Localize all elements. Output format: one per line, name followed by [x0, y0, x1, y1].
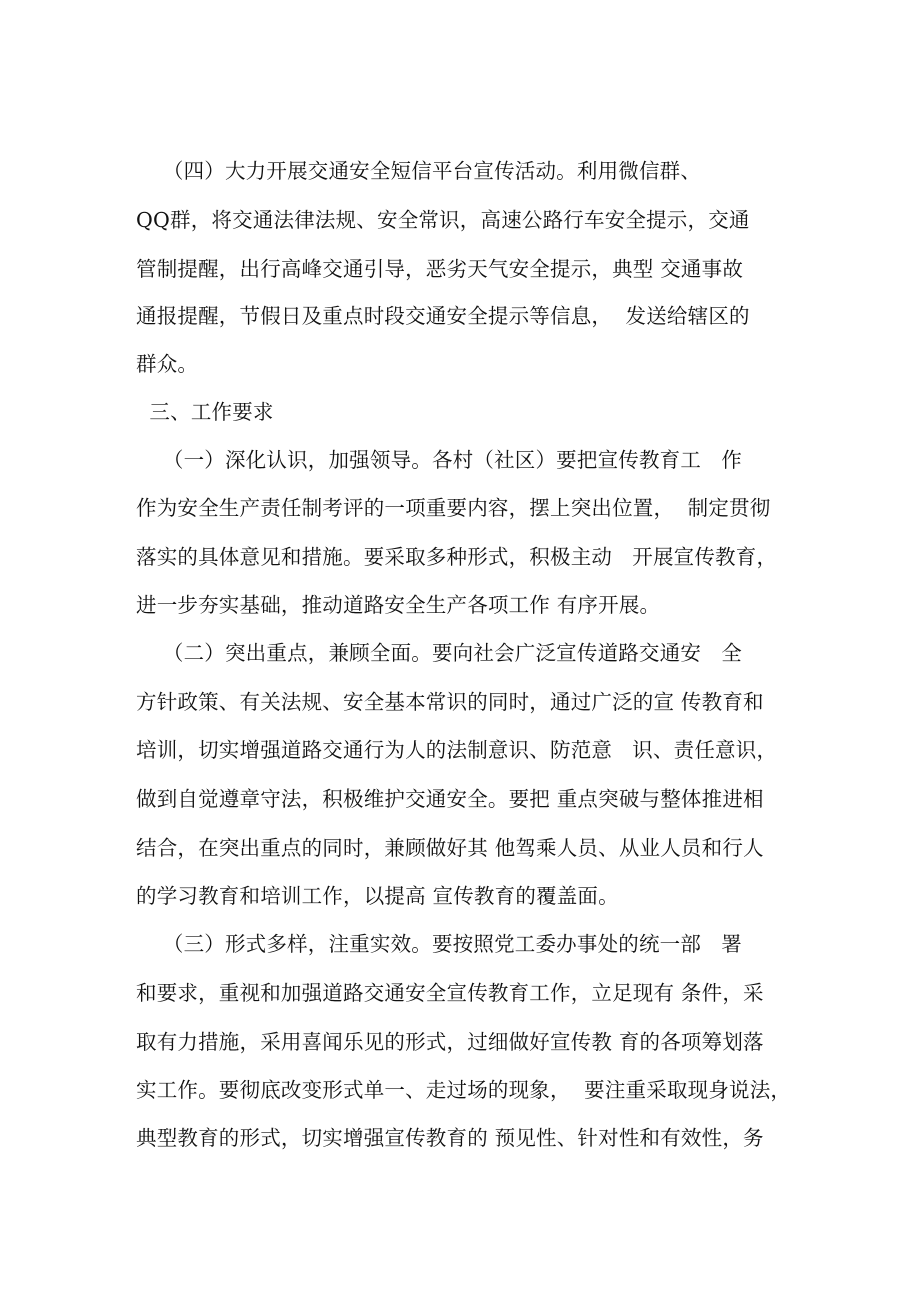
paragraph-line: 和要求，重视和加强道路交通安全宣传教育工作，立足现有 条件，采	[136, 981, 764, 1005]
paragraph-line: 通报提醒，节假日及重点时段交通安全提示等信息， 发送给辖区的	[136, 304, 750, 328]
paragraph-line: 实工作。要彻底改变形式单一、走过场的现象， 要注重采取现身说法，	[136, 1078, 792, 1102]
paragraph-line: 典型教育的形式，切实增强宣传教育的 预见性、针对性和有效性，务	[136, 1126, 764, 1150]
paragraph-line: 群众。	[136, 352, 199, 376]
paragraph-line: （二）突出重点，兼顾全面。要向社会广泛宣传道路交通安 全	[136, 641, 742, 665]
paragraph-line: 管制提醒，出行高峰交通引导，恶劣天气安全提示，典型 交通事故	[136, 257, 744, 281]
paragraph-line: 方针政策、有关法规、安全基本常识的同时，通过广泛的宣 传教育和	[136, 690, 764, 714]
paragraph-line: （四）大力开展交通安全短信平台宣传活动。利用微信群、	[136, 159, 702, 183]
paragraph-line: 的学习教育和培训工作，以提高 宣传教育的覆盖面。	[136, 884, 619, 908]
paragraph-line: 做到自觉遵章守法，积极维护交通安全。要把 重点突破与整体推进相	[136, 787, 764, 811]
paragraph-line: QQ群，将交通法律法规、安全常识，高速公路行车安全提示，交通	[136, 208, 750, 232]
paragraph-line: 落实的具体意见和措施。要采取多种形式，积极主动 开展宣传教育，	[136, 545, 778, 569]
paragraph-line: 进一步夯实基础，推动道路安全生产各项工作 有序开展。	[136, 593, 661, 617]
paragraph-line: （一）深化认识，加强领导。各村（社区）要把宣传教育工 作	[136, 448, 742, 472]
section-heading: 三、工作要求	[136, 400, 274, 424]
paragraph-line: 取有力措施，采用喜闻乐见的形式，过细做好宣传教 育的各项筹划落	[136, 1030, 764, 1054]
paragraph-line: 培训，切实增强道路交通行为人的法制意识、防范意 识、责任意识，	[136, 738, 778, 762]
paragraph-line: 结合，在突出重点的同时，兼顾做好其 他驾乘人员、从业人员和行人	[136, 836, 764, 860]
paragraph-line: （三）形式多样，注重实效。要按照党工委办事处的统一部 署	[136, 932, 742, 956]
paragraph-line: 作为安全生产责任制考评的一项重要内容，摆上突出位置， 制定贯彻	[136, 496, 771, 520]
